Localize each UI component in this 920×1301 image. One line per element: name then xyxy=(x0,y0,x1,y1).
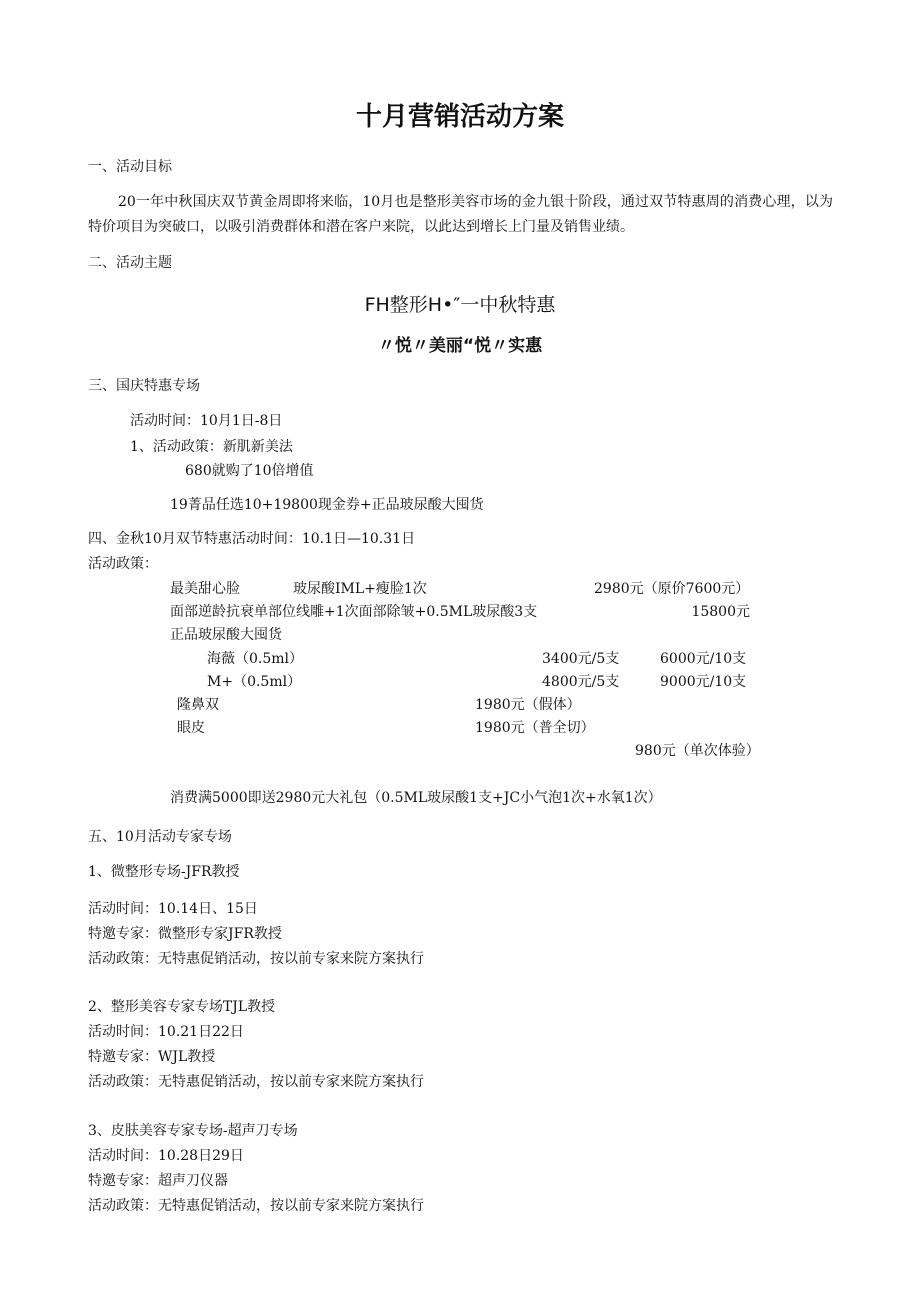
row7-name: 眼皮 xyxy=(177,720,205,736)
section5-heading: 五、10月活动专家专场 xyxy=(88,829,232,845)
section4-policy-label: 活动政策： xyxy=(88,556,158,572)
row6-name: 隆鼻双 xyxy=(177,697,219,713)
row7-price: 1980元（普全切） xyxy=(475,720,595,736)
theme-line-2: 〃悦〃美丽“悦〃实惠 xyxy=(377,336,543,356)
row5-name: M+（0.5ml） xyxy=(207,674,302,690)
theme-line-1: FH整形H•″一中秋特惠 xyxy=(364,294,556,316)
row4-name: 海薇（0.5ml） xyxy=(207,651,304,667)
expert2-time: 活动时间：10.21日22日 xyxy=(88,1024,244,1040)
section3-time: 活动时间：10月1日-8日 xyxy=(130,413,283,429)
expert1-expert: 特邀专家：微整形专家JFR教授 xyxy=(88,926,282,942)
document-title: 十月营销活动方案 xyxy=(355,102,564,132)
row4-price2: 6000元/10支 xyxy=(660,651,747,667)
expert1-time: 活动时间：10.14日、15日 xyxy=(88,901,258,917)
expert3-policy: 活动政策：无特惠促销活动，按以前专家来院方案执行 xyxy=(88,1198,424,1214)
row4-price1: 3400元/5支 xyxy=(542,651,620,667)
expert2-heading: 2、整形美容专家专场TJL教授 xyxy=(88,999,276,1015)
section3-offer1: 680就购了10倍增值 xyxy=(185,463,314,479)
row3-text: 正品玻尿酸大囤货 xyxy=(170,627,282,643)
row1-desc: 玻尿酸IML+瘦脸1次 xyxy=(293,581,427,597)
row6-price: 1980元（假体） xyxy=(475,697,581,713)
section1-paragraph: 20一年中秋国庆双节黄金周即将来临，10月也是整形美容市场的金九银十阶段，通过双节特惠周的消费心理，以为特价项目为突破口，以吸引消费群体和潜在客户来院，以此达到增长上门量及销售业绩。 xyxy=(88,194,833,235)
expert2-expert: 特邀专家：WJL教授 xyxy=(88,1049,216,1065)
row1-name: 最美甜心脸 xyxy=(170,581,240,597)
section4-gift: 消费满5000即送2980元大礼包（0.5ML玻尿酸1支+JC小气泡1次+水氧1次） xyxy=(170,790,662,806)
expert3-expert: 特邀专家：超声刀仪器 xyxy=(88,1173,228,1189)
section3-offer2: 19菁品任选10+19800现金券+正品玻尿酸大囤货 xyxy=(170,497,484,513)
expert1-policy: 活动政策：无特惠促销活动，按以前专家来院方案执行 xyxy=(88,951,424,967)
row2-desc: 面部逆龄抗衰单部位线雕+1次面部除皱+0.5ML玻尿酸3支 xyxy=(170,604,538,620)
expert2-policy: 活动政策：无特惠促销活动，按以前专家来院方案执行 xyxy=(88,1074,424,1090)
section4-heading: 四、金秋10月双节特惠活动时间：10.1日—10.31日 xyxy=(88,531,416,547)
row5-price1: 4800元/5支 xyxy=(542,674,620,690)
expert3-heading: 3、皮肤美容专家专场-超声刀专场 xyxy=(88,1123,298,1139)
row5-price2: 9000元/10支 xyxy=(660,674,747,690)
section2-heading: 二、活动主题 xyxy=(88,255,172,271)
row1-price: 2980元（原价7600元） xyxy=(594,581,750,597)
section3-heading: 三、国庆特惠专场 xyxy=(88,378,200,394)
row8-price: 980元（单次体验） xyxy=(635,743,760,759)
expert3-time: 活动时间：10.28日29日 xyxy=(88,1148,244,1164)
row2-price: 15800元 xyxy=(691,604,750,620)
section1-heading: 一、活动目标 xyxy=(88,159,172,175)
expert1-heading: 1、微整形专场-JFR教授 xyxy=(88,864,240,880)
section3-policy: 1、活动政策：新肌新美法 xyxy=(130,439,293,455)
